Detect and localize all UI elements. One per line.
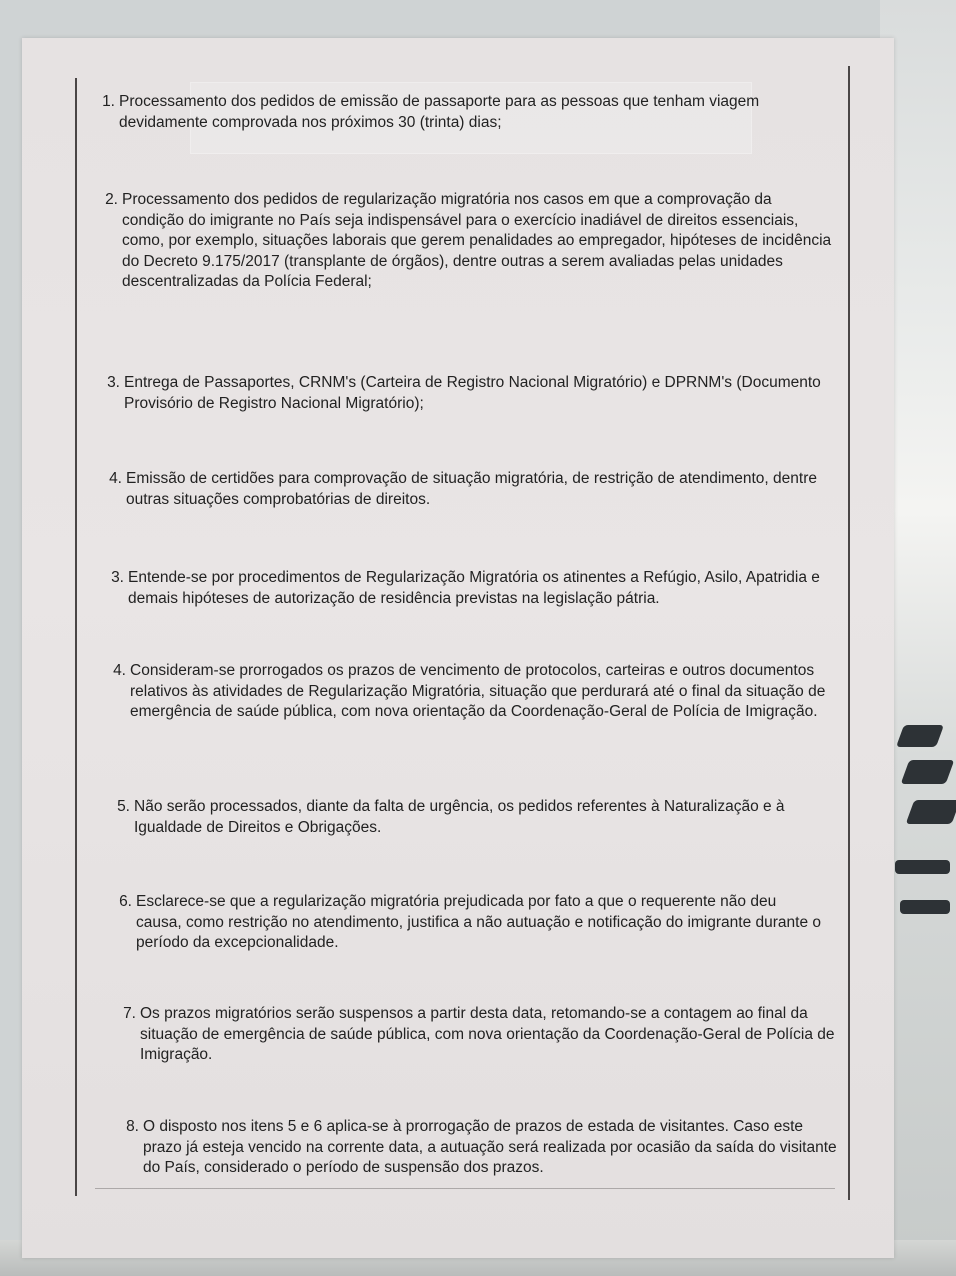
item-number: 1.	[102, 93, 115, 110]
background-chair	[901, 760, 955, 784]
list-item	[111, 568, 840, 609]
list-item	[102, 92, 819, 133]
item-number: 4.	[113, 662, 126, 679]
frame-line-right	[848, 66, 850, 1200]
item-number: 8.	[126, 1118, 139, 1135]
item-text: Os prazos migratórios serão suspensos a partir desta data, retomando-se a contagem ao final da situação de emergência de saúde pública, com nova orientação da Coordenação-Geral de Polícia de Imigração.	[140, 1005, 835, 1063]
frame-line-left	[75, 78, 77, 1196]
list-item	[119, 892, 826, 954]
item-text: Consideram-se prorrogados os prazos de vencimento de protocolos, carteiras e outros documentos relativos às atividades de Regularização Migratória, situação que perdurará até o final da situação de emergência de saúde pública, com nova orientação da Coordenação-Geral de Polícia de Imigração.	[130, 662, 826, 720]
list-item	[126, 1117, 845, 1179]
item-text: Entende-se por procedimentos de Regularização Migratória os atinentes a Refúgio, Asilo, Apatridia e demais hipóteses de autorização de residência previstas na legislação pátria.	[128, 569, 820, 607]
item-text: Esclarece-se que a regularização migratória prejudicada por fato a que o requerente não deu causa, como restrição no atendimento, justifica a não autuação e notificação do imigrante durante o período da excepcionalidade.	[136, 893, 821, 951]
list-item	[123, 1004, 840, 1066]
item-text: Processamento dos pedidos de emissão de passaporte para as pessoas que tenham viagem devidamente comprovada nos próximos 30 (trinta) dias;	[119, 93, 760, 131]
item-number: 3.	[111, 569, 124, 586]
item-text: Não serão processados, diante da falta de urgência, os pedidos referentes à Naturalização e à Igualdade de Direitos e Obrigações.	[134, 798, 785, 836]
item-number: 6.	[119, 893, 132, 910]
frame-line-bottom	[95, 1188, 835, 1189]
list-item	[117, 797, 844, 838]
item-number: 3.	[107, 374, 120, 391]
background-chair	[896, 725, 944, 747]
item-text: Processamento dos pedidos de regularização migratória nos casos em que a comprovação da condição do imigrante no País seja indispensável para o exercício inadiável de direitos essenciais, como, por exemplo, situações laborais que gerem penalidades ao empregador, hipóteses de incidência do Decreto 9.175/2017 (transplante de órgãos), dentre outras a serem avaliadas pelas unidades descentralizadas da Polícia Federal;	[122, 191, 832, 290]
list-item	[107, 373, 836, 414]
background-chair	[895, 860, 950, 874]
list-item	[105, 190, 834, 293]
item-number: 5.	[117, 798, 130, 815]
item-text: O disposto nos itens 5 e 6 aplica-se à prorrogação de prazos de estada de visitantes. Caso este prazo já esteja vencido na corrente data, a autuação será realizada por ocasião da saída do visitante do País, considerado o período de suspensão dos prazos.	[143, 1118, 837, 1176]
item-text: Emissão de certidões para comprovação de situação migratória, de restrição de atendimento, dentre outras situações comprobatórias de direitos.	[126, 470, 817, 508]
item-number: 7.	[123, 1005, 136, 1022]
item-text: Entrega de Passaportes, CRNM's (Carteira de Registro Nacional Migratório) e DPRNM's (Documento Provisório de Registro Nacional Migratório);	[124, 374, 821, 412]
background-chair	[906, 800, 956, 824]
item-number: 2.	[105, 191, 118, 208]
list-item	[113, 661, 830, 723]
list-item	[109, 469, 838, 510]
item-number: 4.	[109, 470, 122, 487]
background-chair	[900, 900, 950, 914]
